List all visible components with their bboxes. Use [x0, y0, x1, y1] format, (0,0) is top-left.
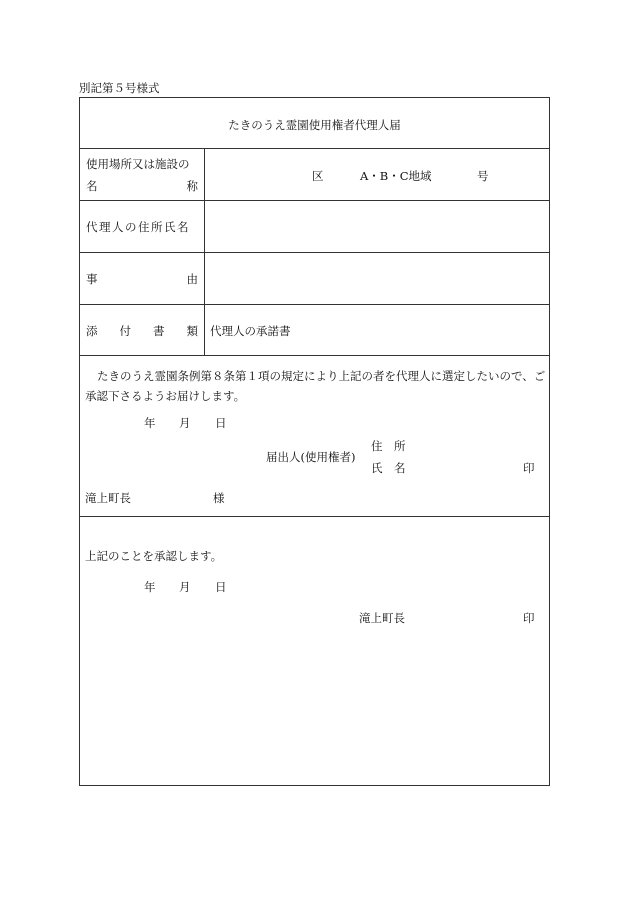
attach-value: 代理人の承諾書: [210, 324, 291, 338]
location-ku: 区: [312, 169, 324, 183]
declaration-line2: 承認下さるようお届けします。: [85, 389, 246, 403]
approval-date-year: 年: [144, 580, 156, 594]
agent-label: 代理人の住所氏名: [86, 220, 190, 234]
address-label: 住 所: [371, 439, 406, 453]
form-number: 別記第５号様式: [79, 81, 160, 95]
reason-label: [86, 271, 198, 287]
approval-mayor: 滝上町長: [359, 611, 405, 625]
date-year: 年: [144, 416, 156, 430]
attach-label-char: 書: [153, 324, 165, 338]
location-label-char: 称: [186, 179, 198, 193]
applicant-label: 届出人(使用権者): [266, 450, 356, 464]
date-day: 日: [215, 416, 227, 430]
column-divider: [204, 148, 205, 355]
date-month: 月: [179, 416, 191, 430]
divider: [80, 252, 549, 253]
registration-form: [79, 97, 550, 786]
approval-text: 上記のことを承認します。: [85, 549, 223, 563]
divider: [80, 355, 549, 356]
location-label-line2: [86, 178, 198, 194]
divider: [80, 516, 549, 517]
attach-label-char: 類: [186, 324, 198, 338]
attach-label-char: 付: [119, 324, 131, 338]
divider: [80, 148, 549, 149]
divider: [80, 200, 549, 201]
addressee: 滝上町長: [85, 491, 131, 505]
location-go: 号: [477, 169, 489, 183]
approval-seal: 印: [523, 611, 535, 625]
attach-label-char: 添: [86, 324, 98, 338]
location-label-char: 名: [86, 179, 98, 193]
location-area: A・B・C地域: [360, 169, 432, 183]
form-title: たきのうえ霊園使用権者代理人届: [228, 118, 401, 132]
seal-mark: 印: [523, 461, 535, 475]
attach-label: [86, 323, 198, 339]
approval-date-month: 月: [179, 580, 191, 594]
approval-date-day: 日: [215, 580, 227, 594]
honorific: 様: [213, 491, 225, 505]
divider: [80, 304, 549, 305]
reason-label-char: 由: [186, 272, 198, 286]
reason-label-char: 事: [86, 272, 98, 286]
declaration-line1: たきのうえ霊園条例第８条第１項の規定により上記の者を代理人に選定したいので、ご: [97, 369, 546, 383]
location-label-line1: 使用場所又は施設の: [86, 157, 190, 171]
name-label: 氏 名: [371, 461, 406, 475]
